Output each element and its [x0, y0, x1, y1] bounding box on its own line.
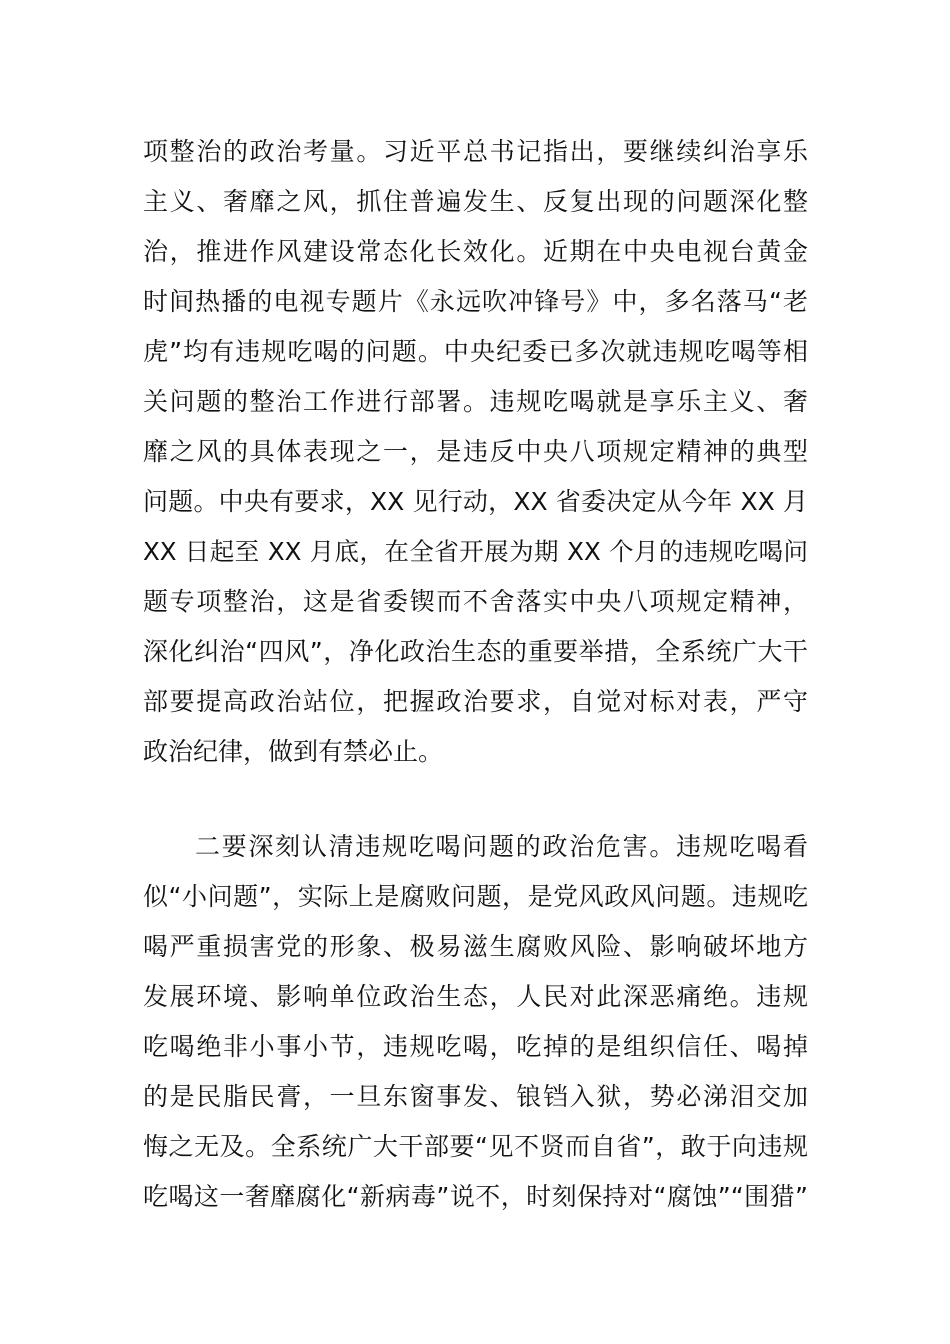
text-line: 喝严重损害党的形象、极易滋生腐败风险、影响破坏地方 [143, 932, 808, 961]
text-line: 深化纠治“四风”，净化政治生态的重要举措，全系统广大干 [143, 637, 808, 666]
text-line: 问题。中央有要求，XX 见行动，XX 省委决定从今年 XX 月 [143, 487, 808, 516]
text-line: 关问题的整治工作进行部署。违规吃喝就是享乐主义、奢 [143, 387, 808, 416]
text-line: 主义、奢靡之风，抓住普遍发生、反复出现的问题深化整 [143, 187, 808, 216]
paragraph-political-harm [143, 822, 808, 1222]
text-line: 政治纪律，做到有禁必止。 [143, 737, 444, 766]
text-line: 虎”均有违规吃喝的问题。中央纪委已多次就违规吃喝等相 [143, 337, 808, 366]
text-line: 吃喝这一奢靡腐化“新病毒”说不，时刻保持对“腐蚀”“围猎” [143, 1182, 808, 1211]
text-line: 题专项整治，这是省委锲而不舍落实中央八项规定精神， [143, 587, 808, 616]
text-line: 部要提高政治站位，把握政治要求，自觉对标对表，严守 [143, 687, 808, 716]
text-line: 的是民脂民膏，一旦东窗事发、锒铛入狱，势必涕泪交加 [143, 1082, 808, 1111]
text-line: 吃喝绝非小事小节，违规吃喝，吃掉的是组织信任、喝掉 [143, 1032, 808, 1061]
text-line: 悔之无及。全系统广大干部要“见不贤而自省”，敢于向违规 [143, 1132, 808, 1161]
text-line: 治，推进作风建设常态化长效化。近期在中央电视台黄金 [143, 237, 808, 266]
text-line: 发展环境、影响单位政治生态，人民对此深恶痛绝。违规 [143, 982, 808, 1011]
text-line: XX 日起至 XX 月底，在全省开展为期 XX 个月的违规吃喝问 [143, 537, 808, 566]
text-line: 似“小问题”，实际上是腐败问题，是党风政风问题。违规吃 [143, 882, 808, 911]
text-line: 时间热播的电视专题片《永远吹冲锋号》中，多名落马“老 [143, 287, 808, 316]
paragraph-political-consideration [143, 127, 808, 777]
text-line: 二要深刻认清违规吃喝问题的政治危害。违规吃喝看 [195, 832, 808, 861]
text-line: 项整治的政治考量。习近平总书记指出，要继续纠治享乐 [143, 137, 808, 166]
text-line: 靡之风的具体表现之一，是违反中央八项规定精神的典型 [143, 437, 808, 466]
